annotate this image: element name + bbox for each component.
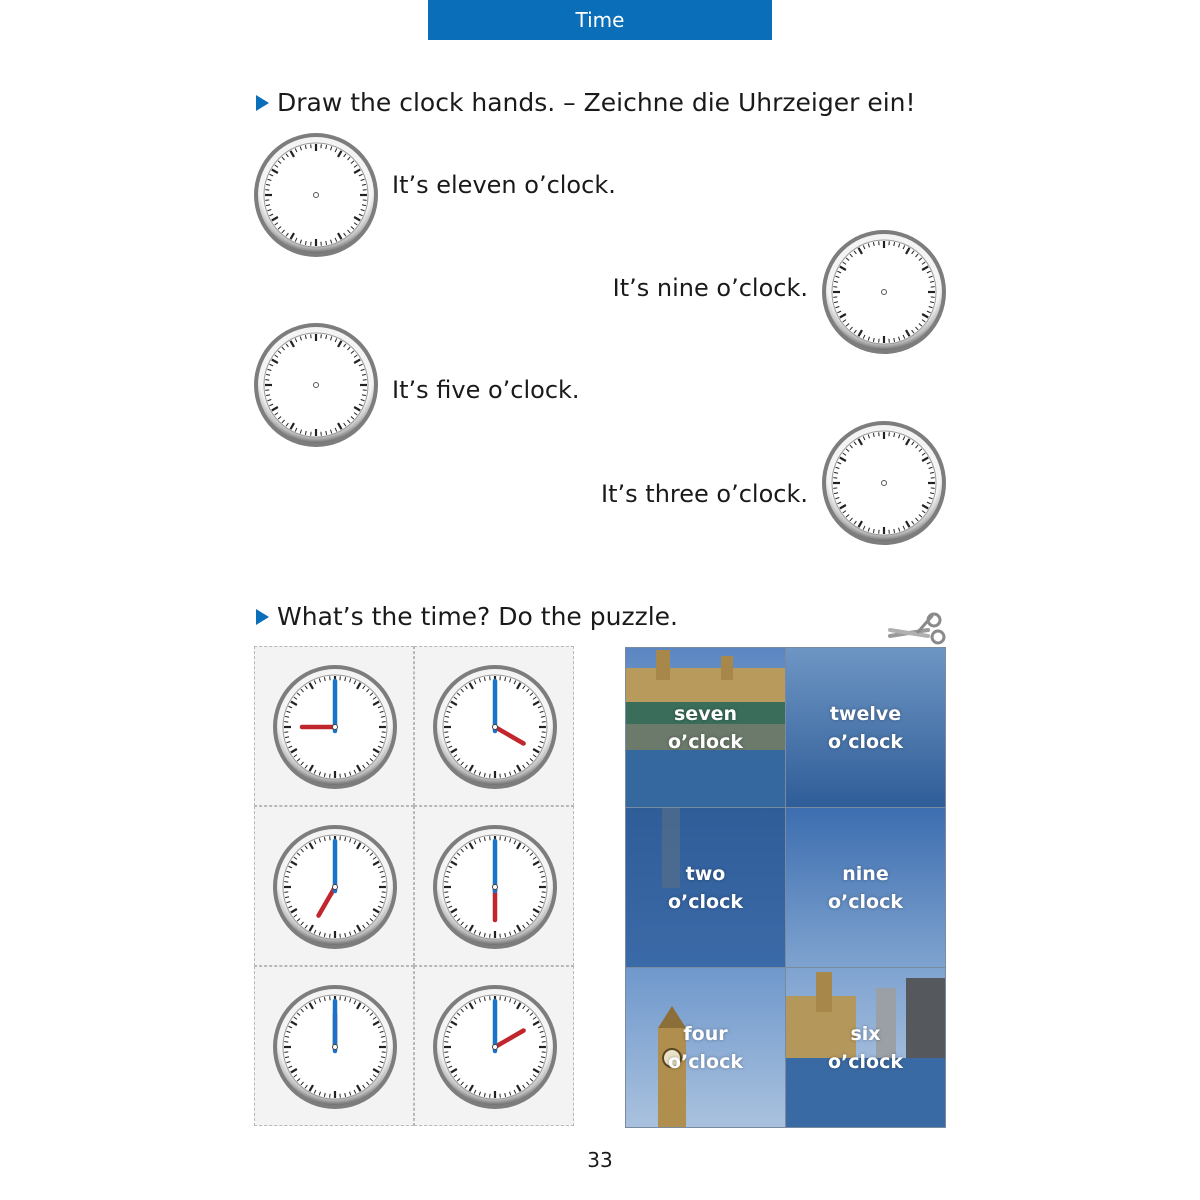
exercise1-instruction: [256, 88, 916, 117]
clock-center: [314, 193, 319, 198]
page-header: [428, 0, 772, 40]
tile-label: six: [850, 1022, 881, 1045]
photo-tile[interactable]: [625, 807, 786, 968]
sentence-three: It’s three o’clock.: [601, 480, 808, 508]
clock-face: [272, 664, 398, 790]
tile-label: twelve: [829, 702, 902, 725]
clock-face: [432, 664, 558, 790]
empty-clock[interactable]: [253, 132, 379, 258]
exercise1-instruction-text: Draw the clock hands. – Zeichne die Uhrzeiger ein!: [277, 88, 916, 117]
arrow-icon: [256, 95, 269, 111]
tile-label: four: [683, 1022, 728, 1045]
empty-clock[interactable]: [253, 322, 379, 448]
header-title: Time: [575, 8, 625, 32]
clock-center: [333, 885, 338, 890]
sentence-five: It’s five o’clock.: [392, 376, 580, 404]
clock-center: [493, 1045, 498, 1050]
clock-face: [272, 824, 398, 950]
clock-face: [432, 824, 558, 950]
clock-face: [272, 984, 398, 1110]
puzzle-cell[interactable]: [254, 646, 414, 806]
clock-center: [882, 290, 887, 295]
photo-tile[interactable]: [625, 967, 786, 1128]
tile-label: o’clock: [668, 730, 743, 753]
sentence-eleven: It’s eleven o’clock.: [392, 171, 616, 199]
tile-label: seven: [674, 702, 737, 725]
puzzle-cell[interactable]: [414, 646, 574, 806]
clock-center: [314, 383, 319, 388]
arrow-icon: [256, 609, 269, 625]
clock-center: [882, 481, 887, 486]
photo-tile[interactable]: [785, 647, 946, 808]
sentence-nine: It’s nine o’clock.: [612, 274, 808, 302]
puzzle-cell[interactable]: [254, 966, 414, 1126]
tile-label: o’clock: [668, 1050, 743, 1073]
puzzle-cell[interactable]: [254, 806, 414, 966]
clock-center: [333, 725, 338, 730]
exercise2-instruction: [256, 602, 678, 631]
clock-puzzle-grid: [254, 646, 574, 1126]
puzzle-cell[interactable]: [414, 966, 574, 1126]
page-number: 33: [587, 1148, 613, 1172]
photo-tile[interactable]: [785, 807, 946, 968]
tile-label: o’clock: [828, 1050, 903, 1073]
clock-center: [493, 725, 498, 730]
puzzle-cell[interactable]: [414, 806, 574, 966]
tile-label: two: [685, 862, 726, 885]
tile-label: o’clock: [668, 890, 743, 913]
clock-face: [432, 984, 558, 1110]
tile-label: o’clock: [828, 730, 903, 753]
clock-center: [333, 1045, 338, 1050]
tile-label: nine: [842, 862, 889, 885]
empty-clock[interactable]: [821, 229, 947, 355]
clock-center: [493, 885, 498, 890]
empty-clock[interactable]: [821, 420, 947, 546]
photo-tile[interactable]: [785, 967, 946, 1128]
scissors-icon: [888, 612, 948, 646]
exercise2-instruction-text: What’s the time? Do the puzzle.: [277, 602, 678, 631]
photo-puzzle-grid: [625, 647, 945, 1127]
tile-label: o’clock: [828, 890, 903, 913]
photo-tile[interactable]: [625, 647, 786, 808]
